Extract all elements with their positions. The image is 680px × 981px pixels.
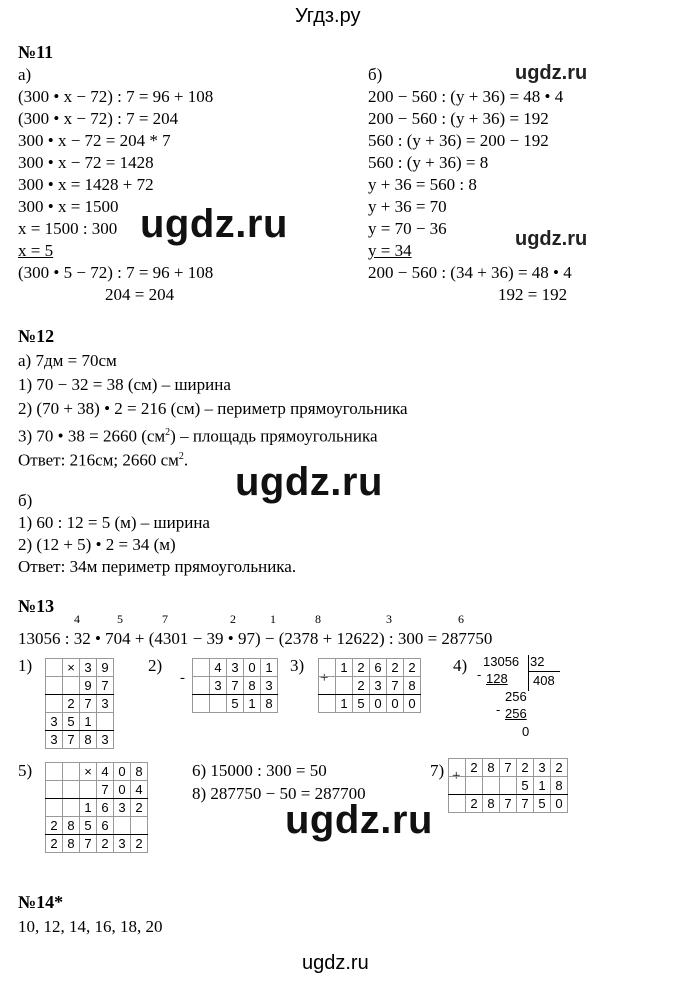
step-label: 2) — [148, 656, 163, 675]
task14-answer: 10, 12, 14, 16, 18, 20 — [18, 917, 163, 936]
check-line: (300 • 5 − 72) : 7 = 96 + 108 — [18, 263, 214, 282]
calc-grid-2: 4 3 0 1 3 7 8 3 5 1 8 — [192, 658, 278, 713]
watermark-big: ugdz.ru — [285, 798, 433, 842]
division-vertical-line — [528, 655, 529, 691]
calc-grid-5: × 4 0 8 7 0 4 1 6 3 2 2 8 5 6 2 8 7 2 3 2 — [45, 762, 148, 853]
watermark-small: ugdz.ru — [515, 62, 588, 84]
final-remainder: 0 — [522, 724, 530, 739]
order-number: 2 — [230, 612, 236, 626]
task12-line: 1) 70 − 32 = 38 (см) – ширина — [18, 375, 231, 394]
watermark-big: ugdz.ru — [140, 202, 288, 246]
minus-sign: - — [477, 667, 482, 682]
subtrahend: 128 — [486, 671, 508, 686]
watermark-small: ugdz.ru — [515, 228, 588, 250]
task12-line: 2) (70 + 38) • 2 = 216 (см) – периметр прямоугольника — [18, 399, 408, 418]
subtrahend: 256 — [505, 706, 527, 721]
footer-site: ugdz.ru — [302, 952, 369, 974]
watermark-big: ugdz.ru — [235, 460, 383, 504]
order-number: 3 — [386, 612, 392, 626]
answer-y: y = 34 — [368, 241, 412, 260]
step-label: 4) — [453, 656, 468, 675]
eq-line: y + 36 = 560 : 8 — [368, 175, 477, 194]
task12-line: 2) (12 + 5) • 2 = 34 (м) — [18, 535, 176, 554]
task13-title: №13 — [18, 596, 55, 616]
task11-a-label: а) — [18, 65, 32, 84]
order-number: 6 — [458, 612, 464, 626]
eq-line: 560 : (y + 36) = 200 − 192 — [368, 131, 549, 150]
task12-line: б) — [18, 491, 33, 510]
eq-line: 200 − 560 : (y + 36) = 48 • 4 — [368, 87, 564, 106]
task12-answer-a: Ответ: 216см; 2660 $см^2$. — [18, 450, 189, 470]
calc-grid-1: × 3 9 9 7 2 7 3 3 5 1 3 7 8 3 — [45, 658, 114, 749]
step-8: 8) 287750 − 50 = 287700 — [192, 784, 366, 803]
minus-sign: - — [496, 702, 501, 717]
step-6: 6) 15000 : 300 = 50 — [192, 761, 327, 780]
check-line: 200 − 560 : (34 + 36) = 48 • 4 — [368, 263, 572, 282]
step-label: 7) — [430, 761, 445, 780]
eq-line: (300 • x − 72) : 7 = 204 — [18, 109, 179, 128]
calc-grid-3: 1 2 6 2 2 2 3 7 8 1 5 0 0 0 — [318, 658, 421, 713]
minus-sign: - — [180, 670, 185, 686]
eq-line: 300 • x − 72 = 1428 — [18, 153, 154, 172]
eq-line: 300 • x = 1428 + 72 — [18, 175, 154, 194]
task12-area-line: 3) 70 • 38 = 2660 $(см^2)$ – площадь прямоугольника — [18, 426, 378, 446]
check-line: 204 = 204 — [105, 285, 175, 304]
eq-line: 300 • x − 72 = 204 * 7 — [18, 131, 171, 150]
plus-sign: + — [452, 768, 461, 784]
task12-line: 1) 60 : 12 = 5 (м) – ширина — [18, 513, 210, 532]
eq-line: y + 36 = 70 — [368, 197, 447, 216]
remainder: 256 — [505, 689, 527, 704]
eq-line: 300 • x = 1500 — [18, 197, 119, 216]
step-label: 5) — [18, 761, 33, 780]
eq-line: (300 • x − 72) : 7 = 96 + 108 — [18, 87, 214, 106]
order-number: 1 — [270, 612, 276, 626]
dividend: 13056 — [483, 654, 520, 669]
step-label: 3) — [290, 656, 305, 675]
eq-line: 200 − 560 : (y + 36) = 192 — [368, 109, 549, 128]
order-number: 5 — [117, 612, 123, 626]
eq-line: y = 70 − 36 — [368, 219, 447, 238]
task12-answer-b: Ответ: 34м периметр прямоугольника. — [18, 557, 297, 576]
plus-sign: + — [320, 670, 329, 686]
divisor: 32 — [530, 654, 545, 669]
check-line: 192 = 192 — [498, 285, 568, 304]
task12-title: №12 — [18, 326, 55, 346]
division-horizontal-line — [528, 671, 560, 672]
eq-line: 560 : (y + 36) = 8 — [368, 153, 489, 172]
calc-grid-7: 2 8 7 2 3 2 5 1 8 2 8 7 7 5 0 — [448, 758, 568, 813]
order-number: 8 — [315, 612, 321, 626]
order-number: 4 — [74, 612, 80, 626]
quotient: 408 — [533, 673, 555, 688]
task13-expression: 13056 : 32 • 704 + (4301 − 39 • 97) − (2378 + 12622) : 300 = 287750 — [18, 629, 493, 648]
eq-line: x = 1500 : 300 — [18, 219, 118, 238]
task12-line: а) 7дм = 70см — [18, 351, 117, 370]
step-label: 1) — [18, 656, 33, 675]
task11-b-label: б) — [368, 65, 383, 84]
task14-title: №14* — [18, 892, 64, 912]
task11-title: №11 — [18, 42, 54, 62]
site-title: Угдз.ру — [295, 5, 361, 27]
order-number: 7 — [162, 612, 168, 626]
answer-x: x = 5 — [18, 241, 54, 260]
